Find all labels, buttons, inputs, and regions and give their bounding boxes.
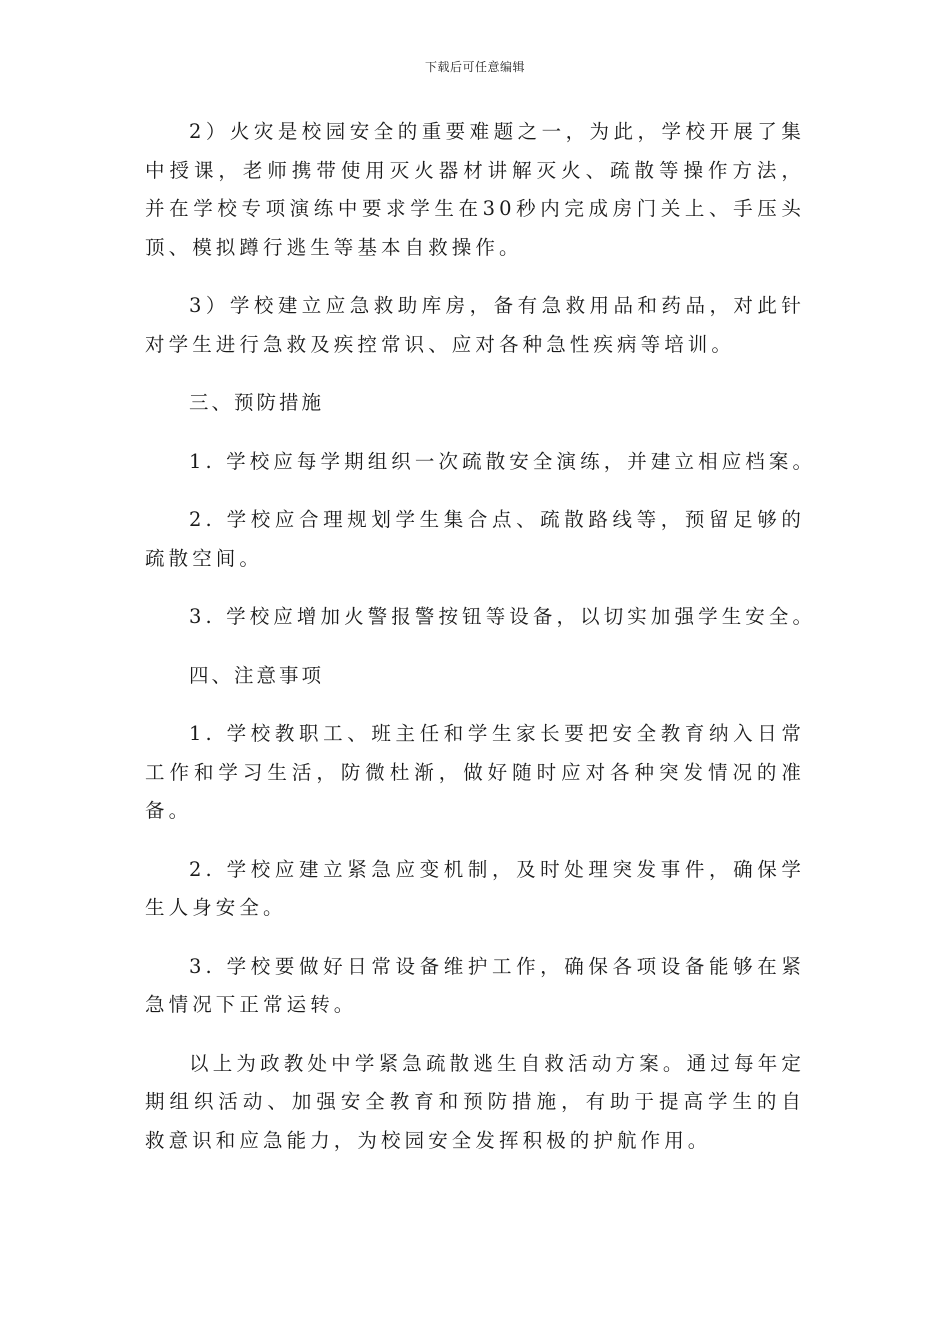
prevention-item-3: 3. 学校应增加火警报警按钮等设备，以切实加强学生安全。 xyxy=(189,605,817,628)
document-body xyxy=(145,113,817,1180)
paragraph-conclusion: 以上为政教处中学紧急疏散逃生自救活动方案。通过每年定期组织活动、加强安全教育和预防措施，有助于提高学生的自救意识和应急能力，为校园安全发挥积极的护航作用。 xyxy=(145,1051,805,1152)
notes-item-3: 3. 学校要做好日常设备维护工作，确保各项设备能够在紧急情况下正常运转。 xyxy=(145,954,805,1016)
section-heading-prevention: 三、预防措施 xyxy=(189,391,325,414)
section-heading-notes: 四、注意事项 xyxy=(189,663,325,687)
prevention-item-2: 2. 学校应合理规划学生集合点、疏散路线等，预留足够的疏散空间。 xyxy=(145,508,805,570)
paragraph-emergency-storage: 3）学校建立应急救助库房，备有急救用品和药品，对此针对学生进行急救及疾控常识、应对各种急性疾病等培训。 xyxy=(145,294,805,356)
prevention-item-1: 1. 学校应每学期组织一次疏散安全演练，并建立相应档案。 xyxy=(189,449,817,473)
notes-item-1: 1. 学校教职工、班主任和学生家长要把安全教育纳入日常工作和学习生活，防微杜渐，做好随时应对各种突发情况的准备。 xyxy=(145,722,805,822)
header-note: 下载后可任意编辑 xyxy=(424,60,525,74)
notes-item-2: 2. 学校应建立紧急应变机制，及时处理突发事件，确保学生人身安全。 xyxy=(145,857,805,919)
paragraph-fire-safety: 2）火灾是校园安全的重要难题之一，为此，学校开展了集中授课，老师携带使用灭火器材讲解灭火、疏散等操作方法，并在学校专项演练中要求学生在30秒内完成房门关上、手压头顶、模拟蹲行逃生等基本自救操作。 xyxy=(145,120,805,259)
